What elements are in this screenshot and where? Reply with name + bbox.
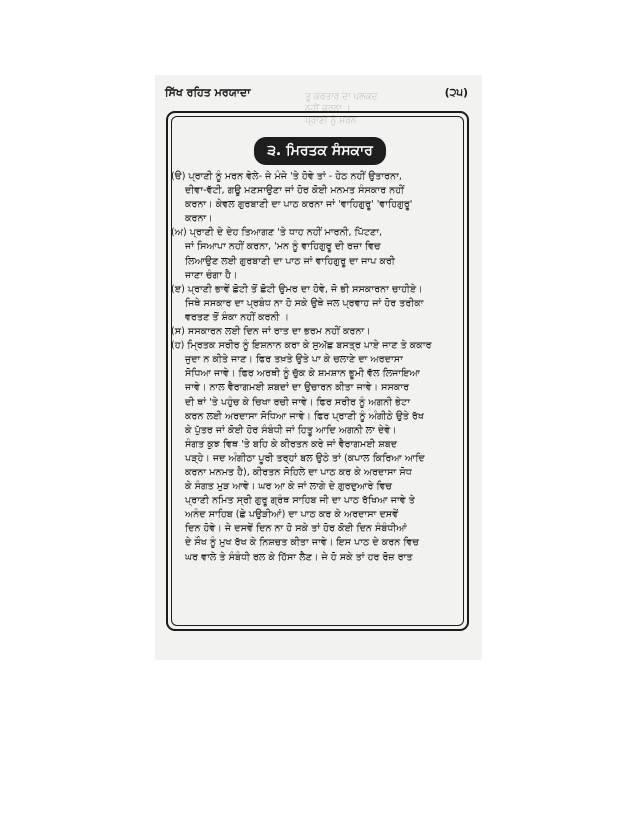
bleed-line: ਤੂ ਕਰਤਾਰ ਦਾ ਪਲਕਦ [305,92,378,102]
running-title: ਸਿੱਖ ਰਹਿਤ ਮਰਯਾਦਾ [165,86,251,99]
bleed-line: ਪ੍ਰਾਣੀ ਨੂੰ ਮਰਨ [305,116,357,126]
text-line: ਸੰਗਤ ਕੁਝ ਵਿਥ 'ਤੇ ਬਹਿ ਕੇ ਕੀਰਤਨ ਕਰੇ ਜਾਂ ਵੈਰਾਗਮਈ ਸ਼ਬਦ [185,438,398,450]
text-line: (ੲ) ਪ੍ਰਾਣੀ ਭਾਵੇਂ ਛੋਟੀ ਤੋਂ ਛੋਟੀ ਉਮਰ ਦਾ ਹੋਵੇ, ਜੋ ਭੀ ਸਸਕਾਰਨਾ ਚਾਹੀਏ। [171,283,423,295]
text-line: ਜਾਵੇ। ਨਾਲ ਵੈਰਾਗਮਈ ਸ਼ਬਦਾਂ ਦਾ ਉਚਾਰਨ ਕੀਤਾ ਜਾਵੇ। ਸਸਕਾਰ [185,382,410,394]
text-line: ਕਰਨਾ। [185,213,213,225]
text-line: (ਸ) ਸਸਕਾਰਨ ਲਈ ਦਿਨ ਜਾਂ ਰਾਤ ਦਾ ਭਰਮ ਨਹੀਂ ਕਰਨਾ। [171,326,371,338]
text-line: ਜਾਣਾ ਚੰਗਾ ਹੈ। [185,269,238,281]
text-line: ਦਿਨ ਹੋਵੇ। ਜੇ ਦਸਵੇਂ ਦਿਨ ਨਾ ਹੋ ਸਕੇ ਤਾਂ ਹੋਰ ਕੋਈ ਦਿਨ ਸੰਬੰਧੀਆਂ [185,523,407,535]
text-line: ਅਨੰਦ ਸਾਹਿਬ (ਛੇ ਪਉੜੀਆਂ) ਦਾ ਪਾਠ ਕਰ ਕੇ ਅਰਦਾਸਾ ਦਸਵੇਂ [185,509,399,521]
text-line: ਸੋਧਿਆ ਜਾਵੇ। ਫਿਰ ਅਰਥੀ ਨੂੰ ਚੁੱਕ ਕੇ ਸ਼ਮਸ਼ਾਨ ਭੂਮੀ ਵੱਲ ਲਿਜਾਇਆ [185,368,420,380]
text-line: ਕੇ ਪੁੱਤਰ ਜਾਂ ਕੋਈ ਹੋਰ ਸੰਬੰਧੀ ਜਾਂ ਹਿਤੂ ਆਦਿ ਅਗਨੀ ਲਾ ਦੇਵੇ। [185,424,397,436]
text-line: ਪੜ੍ਹੇ। ਜਦ ਅੰਗੀਠਾ ਪੂਰੀ ਤਰ੍ਹਾਂ ਬਲ ਉਠੇ ਤਾਂ (ਕਪਾਲ ਕਿਰਿਆ ਆਦਿ [185,452,425,464]
bleed-line: ਨਹੀਂ ਕਰਨਾ । [305,104,351,114]
page-number: (੨੫) [444,86,468,99]
text-line: ਕਰਨਾ। ਕੇਵਲ ਗੁਰਬਾਣੀ ਦਾ ਪਾਠ ਕਰਨਾ ਜਾਂ 'ਵਾਹਿਗੁਰੂ' 'ਵਾਹਿਗੁਰੂ' [185,199,413,211]
text-line: ਜਿਥੇ ਸਸਕਾਰ ਦਾ ਪ੍ਰਬੰਧ ਨਾ ਹੋ ਸਕੇ ਉਥੇ ਜਲ ਪ੍ਰਵਾਹ ਜਾਂ ਹੋਰ ਤਰੀਕਾ [185,297,424,309]
text-line: ਘਰ ਵਾਲੇ ਤੇ ਸੰਬੰਧੀ ਰਲ ਕੇ ਹਿੱਸਾ ਲੈਣ। ਜੇ ਹੋ ਸਕੇ ਤਾਂ ਹਰ ਰੋਜ਼ ਰਾਤ [185,551,413,563]
text-line: ਪ੍ਰਾਣੀ ਨਮਿਤ ਸ੍ਰੀ ਗੁਰੂ ਗ੍ਰੰਥ ਸਾਹਿਬ ਜੀ ਦਾ ਪਾਠ ਰੱਖਿਆ ਜਾਵੇ ਤੇ [185,495,415,507]
text-line: ਦੀ ਥਾਂ 'ਤੇ ਪਹੁੰਚ ਕੇ ਚਿਖਾ ਰਚੀ ਜਾਵੇ। ਫਿਰ ਸਰੀਰ ਨੂੰ ਅਗਨੀ ਭੇਟਾ [185,396,410,408]
text-line: ਕਰਨਾ ਮਨਮਤ ਹੈ), ਕੀਰਤਨ ਸੋਹਿਲੇ ਦਾ ਪਾਠ ਕਰ ਕੇ ਅਰਦਾਸਾ ਸੋਧ [185,466,412,478]
text-line: (ੳ) ਪ੍ਰਾਣੀ ਨੂੰ ਮਰਨ ਵੇਲੇ- ਜੇ ਮੰਜੇ 'ਤੇ ਹੋਵੇ ਤਾਂ - ਹੇਠ ਨਹੀਂ ਉਤਾਰਨਾ, [171,171,402,182]
text-line: (ਹ) ਮ੍ਰਿਤਕ ਸਰੀਰ ਨੂੰ ਇਸ਼ਨਾਨ ਕਰਾ ਕੇ ਸੁਅੱਛ ਬਸਤ੍ਰ ਪਾਏ ਜਾਣ ਤੇ ਕਕਾਰ [171,340,432,352]
text-line: ਦੇ ਸੌਖ ਨੂੰ ਮੁਖ ਰੱਖ ਕੇ ਨਿਸ਼ਚਤ ਕੀਤਾ ਜਾਵੇ। ਇਸ ਪਾਠ ਦੇ ਕਰਨ ਵਿਚ [185,537,419,549]
text-line: ਲਿਆਉਣ ਲਈ ਗੁਰਬਾਣੀ ਦਾ ਪਾਠ ਜਾਂ ਵਾਹਿਗੁਰੂ ਦਾ ਜਾਪ ਕਰੀ [185,255,395,267]
book-page [155,75,482,660]
section-body [171,170,467,625]
text-line: (ਅ) ਪ੍ਰਾਣੀ ਦੇ ਦੇਹ ਤਿਆਗਣ 'ਤੇ ਧਾਹ ਨਹੀਂ ਮਾਰਨੀ, ਪਿੱਟਣਾ, [171,227,383,239]
section-title: ੩. ਮਿਰਤਕ ਸੰਸਕਾਰ [254,137,386,165]
page-header [165,86,472,102]
text-line: ਦੀਵਾ-ਵੱਟੀ, ਗਊ ਮਣਸਾਉਣਾ ਜਾਂ ਹੋਰ ਕੋਈ ਮਨਮਤ ਸੰਸਕਾਰ ਨਹੀਂ [185,185,404,197]
text-line: ਜੁਦਾ ਨ ਕੀਤੇ ਜਾਣ। ਫਿਰ ਤਖ਼ਤੇ ਉਤੇ ਪਾ ਕੇ ਚਲਾਣੇ ਦਾ ਅਰਦਾਸਾ [185,354,403,366]
text-line: ਕੇ ਸੰਗਤ ਮੁੜ ਆਵੇ। ਘਰ ਆ ਕੇ ਜਾਂ ਲਾਗੇ ਦੇ ਗੁਰਦੁਆਰੇ ਵਿਚ [185,481,393,493]
text-line: ਜਾਂ ਸਿਆਪਾ ਨਹੀਂ ਕਰਨਾ, 'ਮਨ ਨੂੰ ਵਾਹਿਗੁਰੂ ਦੀ ਰਜ਼ਾ ਵਿਚ [185,241,381,253]
text-line: ਕਰਨ ਲਈ ਅਰਦਾਸਾ ਸੋਧਿਆ ਜਾਵੇ। ਫਿਰ ਪ੍ਰਾਣੀ ਨੂੰ ਅੰਗੀਠੇ ਉਤੇ ਰੱਖ [185,410,425,422]
text-line: ਵਰਤਣ ਤੋਂ ਸ਼ੰਕਾ ਨਹੀਂ ਕਰਨੀ । [185,311,290,323]
